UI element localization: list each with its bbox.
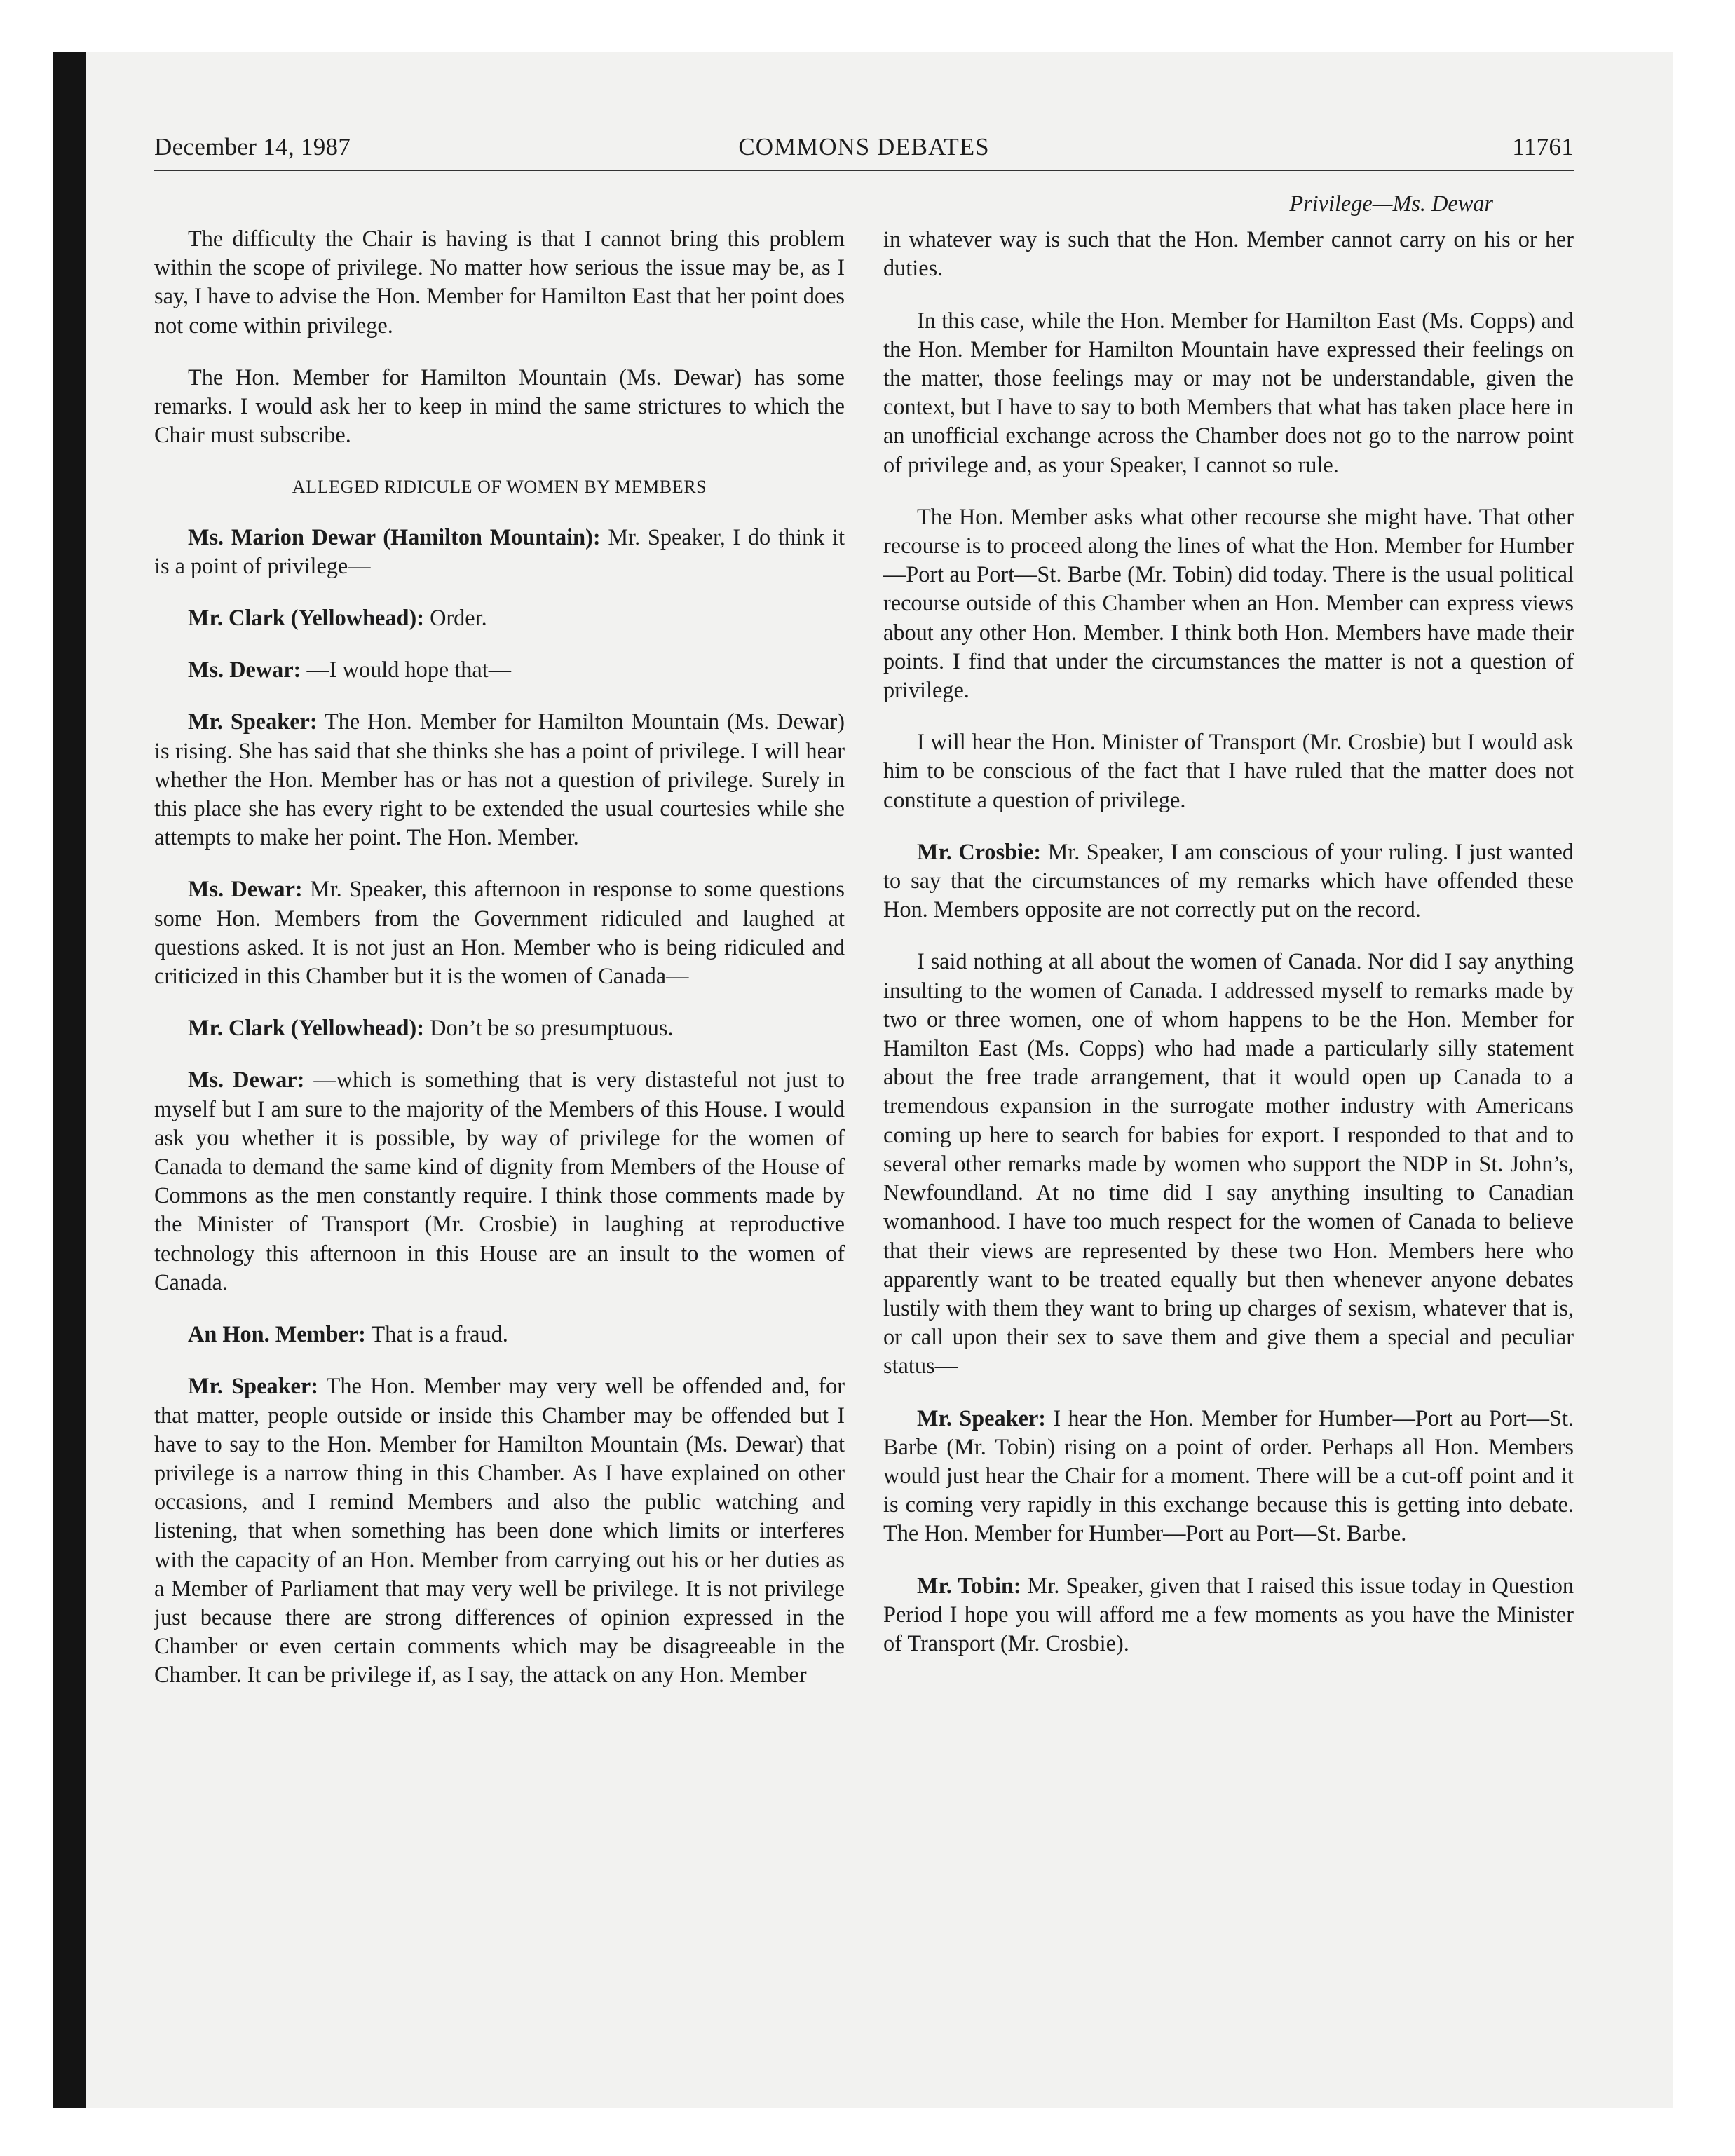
header-page-number: 11761 <box>1512 133 1574 161</box>
paragraph: The Hon. Member asks what other recourse she might have. That other recourse is to proceed along the lines of what the Hon. Member for Humber—Port au Port—St. Barbe (Mr. Tobin) did today. There is the usual political recourse outside of this Chamber when an Hon. Member can express views about any other Hon. Member. I think both Hon. Members have made their points. I find that under the circumstances the matter is not a question of privilege. <box>883 503 1574 703</box>
speaker-name: Mr. Speaker: <box>917 1405 1047 1431</box>
speaker-name: Ms. Marion Dewar (Hamilton Mountain): <box>188 524 601 550</box>
document-page <box>154 133 1574 2082</box>
paragraph <box>154 603 845 632</box>
speech-text: Order. <box>424 605 487 631</box>
speech-text: I hear the Hon. Member for Humber—Port au Port—St. Barbe (Mr. Tobin) rising on a point of order. Perhaps all Hon. Members would just hear the Chair for a moment. There will be a cut-off point and it is coming very rapidly in this exchange because this is getting into debate. The Hon. Member for Humber—Port au Port—St. Barbe. <box>883 1405 1574 1546</box>
paragraph: I said nothing at all about the women of Canada. Nor did I say anything insulting to the women of Canada. I addressed myself to remarks made by two or three women, one of whom happens to be the Hon. Member for Hamilton East (Ms. Copps) who had made a particularly silly statement about the free trade arrangement, that it would open up Canada to a tremendous expansion in the surrogate mother industry with Americans coming up here to search for babies for export. I responded to that and to several other remarks made by women who support the NDP in St. John’s, Newfoundland. At no time did I say anything insulting to Canadian womanhood. I have too much respect for the women of Canada to believe that their views are represented by these two Hon. Members here who apparently want to be treated equally but then whenever anyone debates lustily with them they want to bring up charges of sexism, whatever that is, or call upon their sex to save them and give them a special and peculiar status— <box>883 948 1574 1379</box>
speech-text: Mr. Speaker, I do think it is a point of privilege— <box>154 524 845 578</box>
speaker-name: Mr. Speaker: <box>188 1373 318 1399</box>
paragraph <box>154 1320 845 1349</box>
speaker-name: Ms. Dewar: <box>188 876 303 902</box>
speech-text: The Hon. Member may very well be offended and, for that matter, people outside or inside this Chamber may be offended but I have to say to the Hon. Member for Hamilton Mountain (Ms. Dewar) that privilege is a narrow thing in this Chamber. As I have explained on other occasions, and I remind Members and also the public watching and listening, that when something has been done which limits or interferes with the capacity of an Hon. Member from carrying out his or her duties as a Member of Parliament that may very well be privilege. It is not privilege just because there are strong differences of opinion expressed in the Chamber or even certain comments which may be disagreeable in the Chamber. It can be privilege if, as I say, the attack on any Hon. Member <box>154 1373 845 1688</box>
section-heading: ALLEGED RIDICULE OF WOMEN BY MEMBERS <box>292 477 707 498</box>
speaker-name: Mr. Clark (Yellowhead): <box>188 1015 424 1041</box>
paragraph <box>154 707 845 852</box>
paragraph: The difficulty the Chair is having is that I cannot bring this problem within the scope of privilege. No matter how serious the issue may be, as I say, I have to advise the Hon. Member for Hamilton East that her point does not come within privilege. <box>154 226 845 338</box>
speaker-name: Mr. Speaker: <box>188 709 318 735</box>
paragraph <box>154 523 845 580</box>
paragraph: in whatever way is such that the Hon. Member cannot carry on his or her duties. <box>883 226 1574 281</box>
left-column <box>154 224 845 1713</box>
paragraph: I will hear the Hon. Minister of Transport (Mr. Crosbie) but I would ask him to be conscious of the fact that I have ruled that the matter does not constitute a question of privilege. <box>883 729 1574 812</box>
paragraph <box>154 1014 845 1042</box>
paragraph <box>883 1404 1574 1548</box>
speaker-name: Mr. Clark (Yellowhead): <box>188 605 424 631</box>
speech-text: Mr. Speaker, this afternoon in response to some questions some Hon. Members from the Government ridiculed and laughed at questions asked. It is not just an Hon. Member who is being ridiculed and criticized in this Chamber but it is the women of Canada— <box>154 876 845 989</box>
paragraph: In this case, while the Hon. Member for Hamilton East (Ms. Copps) and the Hon. Member for Hamilton Mountain have expressed their feelings on the matter, those feelings may or may not be understandable, given the context, but I have to say to both Members that what has taken place here in an unofficial exchange across the Chamber does not go to the narrow point of privilege and, as your Speaker, I cannot so rule. <box>883 307 1574 477</box>
section-rubric: Privilege—Ms. Dewar <box>1289 191 1493 216</box>
right-column <box>883 189 1574 1681</box>
paragraph <box>883 1571 1574 1658</box>
speech-text: Mr. Speaker, given that I raised this issue today in Question Period I hope you will afford me a few moments as you have the Minister of Transport (Mr. Crosbie). <box>883 1572 1574 1656</box>
paragraph <box>154 1372 845 1689</box>
speech-text: That is a fraud. <box>365 1321 508 1347</box>
speaker-name: Mr. Crosbie: <box>917 838 1042 864</box>
speech-text: The Hon. Member for Hamilton Mountain (Ms. Dewar) is rising. She has said that she thinks she has a point of privilege. I will hear whether the Hon. Member has or has not a question of privilege. Surely in this place she has every right to be extended the usual courtesies while she attempts to make her point. The Hon. Member. <box>154 709 845 850</box>
header-title: COMMONS DEBATES <box>738 133 990 161</box>
speaker-name: Ms. Dewar: <box>188 1067 305 1093</box>
paragraph <box>154 655 845 684</box>
paragraph <box>154 875 845 990</box>
binding-edge <box>53 52 86 2108</box>
speaker-name: Mr. Tobin: <box>917 1572 1021 1598</box>
speaker-name: Ms. Dewar: <box>188 657 301 683</box>
speaker-name: An Hon. Member: <box>188 1321 366 1347</box>
running-head <box>154 133 1574 171</box>
header-date: December 14, 1987 <box>154 133 351 161</box>
speech-text: Mr. Speaker, I am conscious of your ruling. I just wanted to say that the circumstances of my remarks which have offended these Hon. Members opposite are not correctly put on the record. <box>883 838 1574 922</box>
speech-text: Don’t be so presumptuous. <box>424 1015 674 1041</box>
paragraph <box>154 1065 845 1297</box>
speech-text: —I would hope that— <box>301 657 512 683</box>
paragraph <box>883 838 1574 925</box>
paragraph: The Hon. Member for Hamilton Mountain (Ms. Dewar) has some remarks. I would ask her to keep in mind the same strictures to which the Chair must subscribe. <box>154 364 845 448</box>
speech-text: —which is something that is very distasteful not just to myself but I am sure to the majority of the Members of this House. I would ask you whether it is possible, by way of privilege for the women of Canada to demand the same kind of dignity from Members of the House of Commons as the men constantly require. I think those comments made by the Minister of Transport (Mr. Crosbie) in laughing at reproductive technology this afternoon in this House are an insult to the women of Canada. <box>154 1067 845 1295</box>
